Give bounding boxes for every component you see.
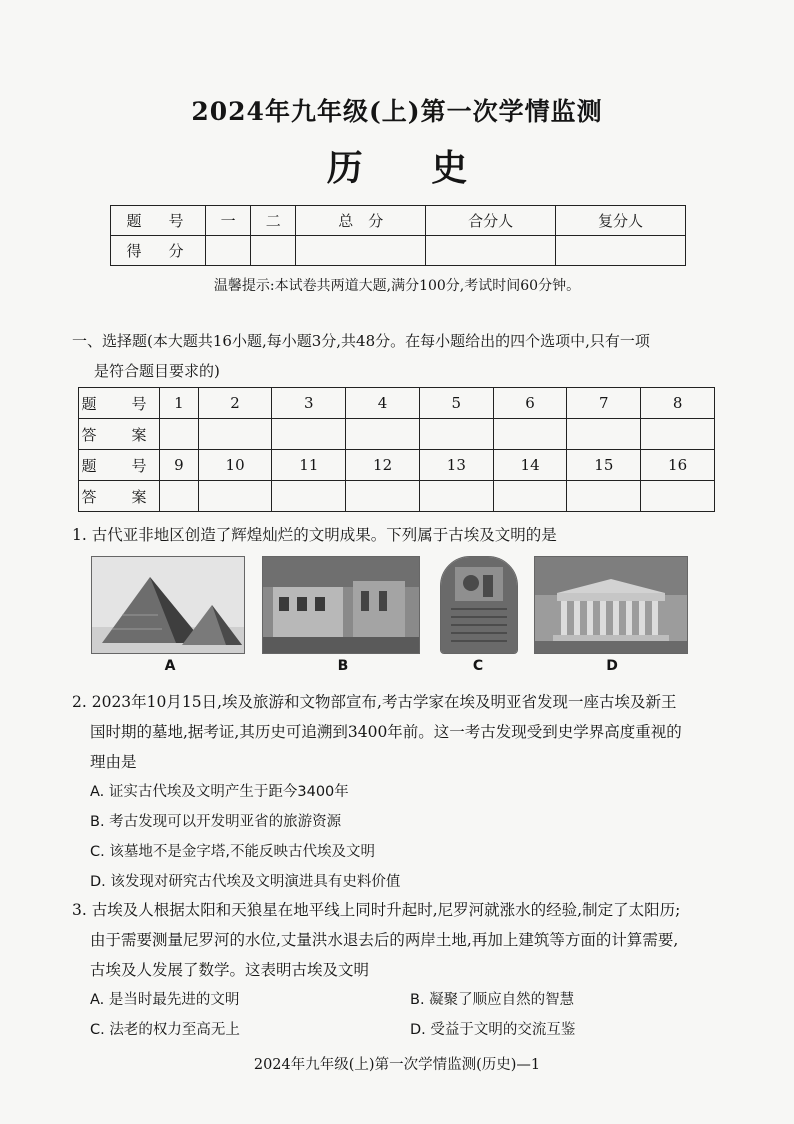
option-b[interactable]: B. 凝聚了顺应自然的智慧 <box>410 992 575 1008</box>
option-b[interactable]: B. 考古发现可以开发明亚省的旅游资源 <box>90 814 342 830</box>
answer-blank[interactable] <box>160 481 199 512</box>
question-number: 8 <box>641 388 715 419</box>
section-heading-line: 是符合题目要求的) <box>94 362 220 380</box>
question-number: 6 <box>493 388 567 419</box>
answer-blank[interactable] <box>567 419 641 450</box>
score-blank[interactable] <box>556 236 686 266</box>
question-number: 1 <box>160 388 199 419</box>
question-3-line: 古埃及人发展了数学。这表明古埃及文明 <box>90 961 370 979</box>
answer-blank[interactable] <box>419 419 493 450</box>
subject-title: 历 史 <box>326 147 496 189</box>
question-number: 14 <box>493 450 567 481</box>
score-blank[interactable] <box>251 236 296 266</box>
score-cell: 题 号 <box>111 206 206 236</box>
answer-blank[interactable] <box>493 481 567 512</box>
question-number: 2 <box>198 388 272 419</box>
image-label-d: D <box>606 658 618 674</box>
score-blank[interactable] <box>296 236 426 266</box>
answer-blank[interactable] <box>419 481 493 512</box>
answer-number-row <box>79 388 715 419</box>
answer-blank[interactable] <box>198 419 272 450</box>
question-2-line: 2. 2023年10月15日,埃及旅游和文物部宣布,考古学家在埃及明亚省发现一座古埃及新王 <box>72 693 677 711</box>
question-number: 3 <box>272 388 346 419</box>
score-table-header-row <box>111 206 686 236</box>
question-2 <box>72 687 732 897</box>
question-number: 10 <box>198 450 272 481</box>
question-number: 9 <box>160 450 199 481</box>
image-label-b: B <box>337 658 349 674</box>
pyramids-image <box>91 556 245 654</box>
option-c[interactable]: C. 该墓地不是金字塔,不能反映古代埃及文明 <box>90 844 375 860</box>
score-cell: 二 <box>251 206 296 236</box>
answer-blank[interactable] <box>160 419 199 450</box>
page-footer: 2024年九年级(上)第一次学情监测(历史)—1 <box>253 1057 541 1073</box>
score-table-score-row <box>111 236 686 266</box>
answer-blank[interactable] <box>198 481 272 512</box>
question-3-options-row <box>72 1015 732 1045</box>
answer-blank[interactable] <box>493 419 567 450</box>
answer-blank[interactable] <box>641 419 715 450</box>
question-3-options-row <box>72 985 732 1015</box>
question-2-line: 国时期的墓地,据考证,其历史可追溯到3400年前。这一考古发现受到史学界高度重视的 <box>90 723 682 741</box>
answer-table <box>78 387 715 512</box>
answer-blank-row <box>79 481 715 512</box>
answer-row-label: 答 案 <box>79 481 160 512</box>
option-c[interactable]: C. 法老的权力至高无上 <box>90 1022 240 1038</box>
question-number: 11 <box>272 450 346 481</box>
question-1-text: 1. 古代亚非地区创造了辉煌灿烂的文明成果。下列属于古埃及文明的是 <box>72 526 557 544</box>
score-cell: 复分人 <box>556 206 686 236</box>
image-label-a: A <box>164 658 176 674</box>
section-heading-line: 一、选择题(本大题共16小题,每小题3分,共48分。在每小题给出的四个选项中,只有一项 <box>72 332 650 350</box>
question-number: 13 <box>419 450 493 481</box>
answer-number-row <box>79 450 715 481</box>
score-cell: 一 <box>206 206 251 236</box>
answer-blank[interactable] <box>641 481 715 512</box>
score-cell: 总 分 <box>296 206 426 236</box>
image-label-c: C <box>472 658 484 674</box>
answer-blank[interactable] <box>272 481 346 512</box>
ancient-city-image <box>262 556 420 654</box>
score-blank[interactable] <box>426 236 556 266</box>
option-d[interactable]: D. 该发现对研究古代埃及文明演进具有史料价值 <box>90 874 401 890</box>
section-heading <box>72 326 734 386</box>
answer-row-label: 题 号 <box>79 388 160 419</box>
question-3-line: 由于需要测量尼罗河的水位,丈量洪水退去后的两岸土地,再加上建筑等方面的计算需要, <box>90 931 679 949</box>
question-3 <box>72 895 732 1045</box>
score-cell: 得 分 <box>111 236 206 266</box>
page-title: 2024年九年级(上)第一次学情监测 <box>191 97 603 126</box>
answer-blank[interactable] <box>346 481 420 512</box>
option-a[interactable]: A. 是当时最先进的文明 <box>90 992 240 1008</box>
question-2-line: 理由是 <box>90 753 137 771</box>
score-table <box>110 205 686 266</box>
question-number: 15 <box>567 450 641 481</box>
parthenon-image <box>534 556 688 654</box>
question-number: 4 <box>346 388 420 419</box>
answer-row-label: 题 号 <box>79 450 160 481</box>
answer-row-label: 答 案 <box>79 419 160 450</box>
question-number: 12 <box>346 450 420 481</box>
answer-blank[interactable] <box>272 419 346 450</box>
answer-blank[interactable] <box>567 481 641 512</box>
option-d[interactable]: D. 受益于文明的交流互鉴 <box>410 1022 576 1038</box>
question-number: 16 <box>641 450 715 481</box>
question-3-line: 3. 古埃及人根据太阳和天狼星在地平线上同时升起时,尼罗河就涨水的经验,制定了太阳历; <box>72 901 681 919</box>
answer-blank[interactable] <box>346 419 420 450</box>
exam-tip: 温馨提示:本试卷共两道大题,满分100分,考试时间60分钟。 <box>213 278 581 294</box>
option-a[interactable]: A. 证实古代埃及文明产生于距今3400年 <box>90 784 349 800</box>
stele-image <box>440 556 518 654</box>
question-number: 5 <box>419 388 493 419</box>
score-blank[interactable] <box>206 236 251 266</box>
score-cell: 合分人 <box>426 206 556 236</box>
answer-blank-row <box>79 419 715 450</box>
question-number: 7 <box>567 388 641 419</box>
